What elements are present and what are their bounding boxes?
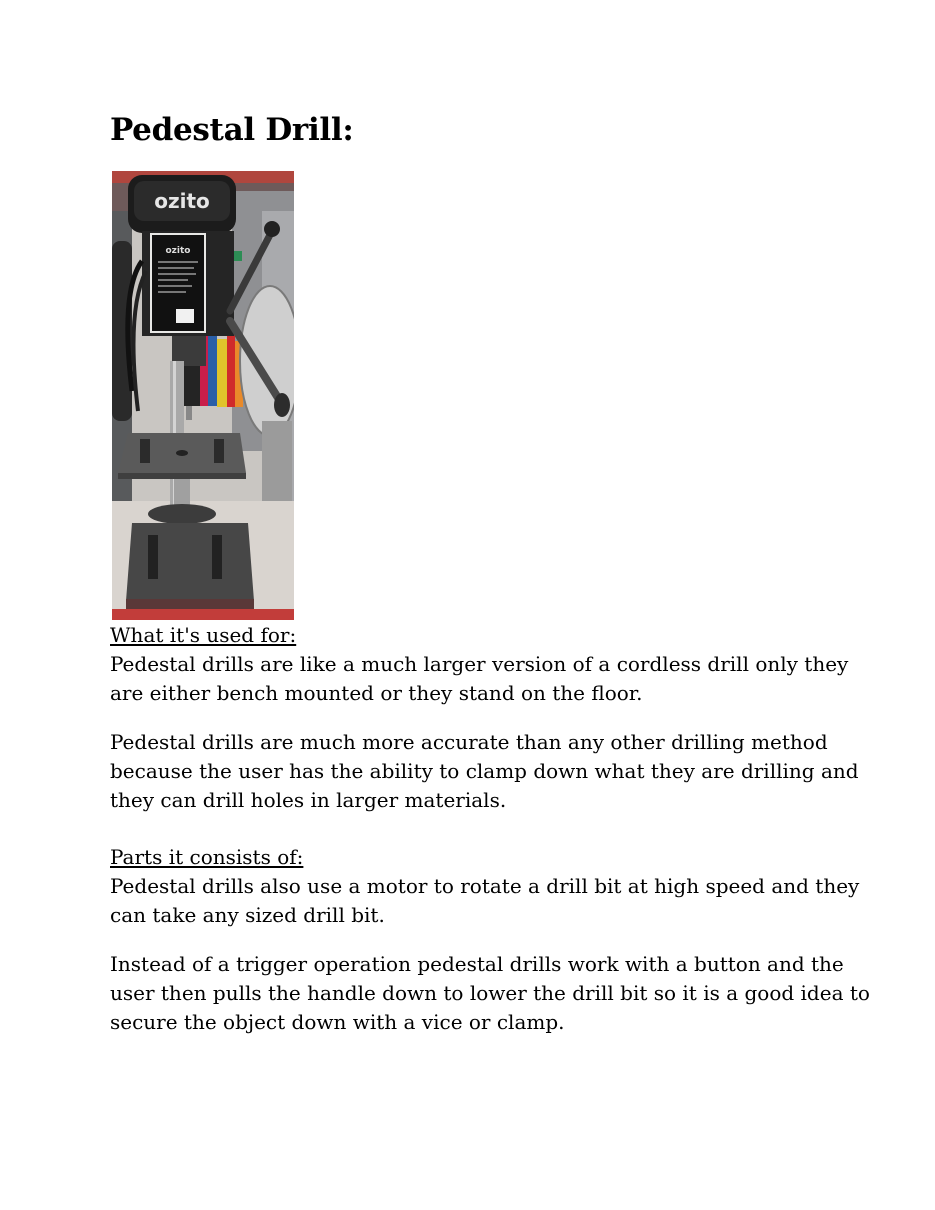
drill-logo: ozito	[154, 189, 210, 213]
section-used-for-continued	[110, 728, 870, 815]
section-parts-continued	[110, 950, 870, 1037]
paragraph: Pedestal drills are much more accurate than any other drilling method because the user has the ability to clamp down what they are drilling and they can drill holes in larger materials.	[110, 730, 859, 812]
section-parts	[110, 843, 870, 930]
section-used-for	[110, 621, 870, 708]
pedestal-drill-photo	[112, 171, 294, 620]
paragraph: Pedestal drills are like a much larger version of a cordless drill only they are either bench mounted or they stand on the floor.	[110, 652, 849, 705]
panel-logo: ozito	[165, 246, 191, 256]
section-heading: Parts it consists of:	[110, 845, 304, 869]
paragraph: Instead of a trigger operation pedestal drills work with a button and the user then pulls the handle down to lower the drill bit so it is a good idea to secure the object down with a vice or clamp.	[110, 952, 870, 1034]
paragraph: Pedestal drills also use a motor to rotate a drill bit at high speed and they can take any sized drill bit.	[110, 874, 860, 927]
section-heading: What it's used for:	[110, 623, 297, 647]
page-title: Pedestal Drill:	[110, 112, 354, 148]
